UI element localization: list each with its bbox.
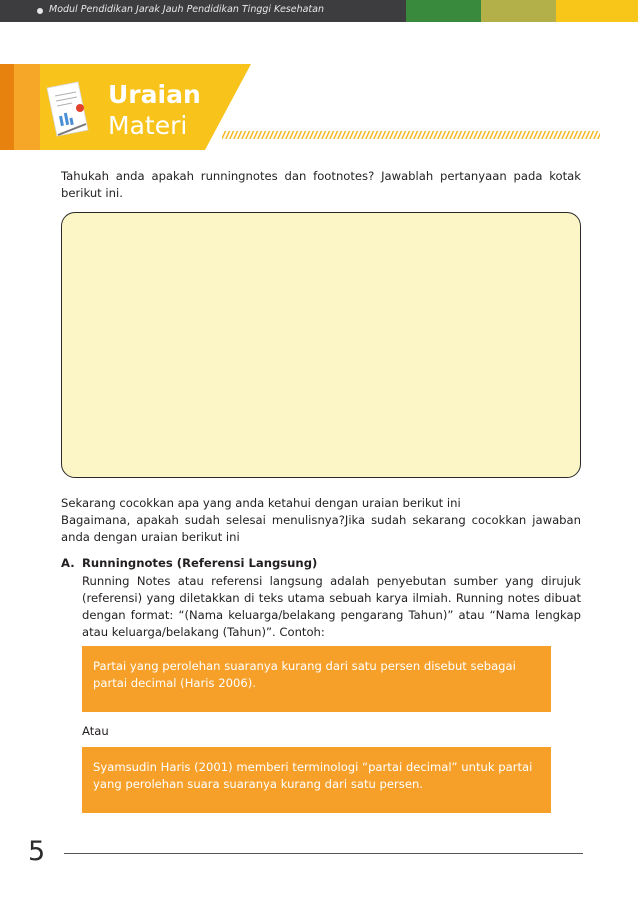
- intro-question: Tahukah anda apakah runningnotes dan footnotes? Jawablah pertanyaan pada kotak berikut ini.: [61, 169, 581, 200]
- module-title: Modul Pendidikan Jarak Jauh Pendidikan Tinggi Kesehatan: [49, 4, 324, 15]
- instruction-line2: Bagaimana, apakah sudah selesai menulisnya?Jika sudah sekarang cocokkan jawaban anda dengan uraian berikut ini: [61, 513, 581, 544]
- header-yellow-segment: [556, 0, 638, 22]
- section-banner: [0, 64, 610, 152]
- section-a-letter: A.: [61, 556, 75, 570]
- header-bar: [0, 0, 638, 22]
- example-1-text: Partai yang perolehan suaranya kurang dari satu persen disebut sebagai partai decimal (Haris 2006).: [93, 659, 516, 690]
- header-dark-segment: [0, 0, 406, 22]
- banner-title-line1: Uraian: [108, 80, 201, 109]
- header-olive-segment: [481, 0, 556, 22]
- section-a-heading: [61, 556, 317, 570]
- answer-box: [61, 212, 581, 478]
- separator-text: Atau: [82, 724, 109, 738]
- section-a-body: Running Notes atau referensi langsung adalah penyebutan sumber yang dirujuk (referensi) yang diletakkan di teks utama sebuah karya ilmiah. Running notes dibuat dengan format: “(Nama keluarga/belakang pengarang Tahun)” atau “Nama lengkap atau keluarga/belakang (Tahun)”. Contoh:: [82, 574, 581, 639]
- example-2-text: Syamsudin Haris (2001) memberi terminologi “partai decimal” untuk partai yang perolehan suara suaranya kurang dari satu persen.: [93, 760, 533, 791]
- page-number: 5: [28, 836, 46, 867]
- header-green-segment: [406, 0, 481, 22]
- example-box-1: [82, 646, 551, 712]
- banner-title-line2: Materi: [108, 111, 188, 140]
- footer-divider: [64, 853, 583, 854]
- section-a-title: Runningnotes (Referensi Langsung): [82, 556, 318, 570]
- bullet-icon: [37, 8, 43, 14]
- example-box-2: [82, 747, 551, 813]
- instruction-line1: Sekarang cocokkan apa yang anda ketahui dengan uraian berikut ini: [61, 496, 461, 510]
